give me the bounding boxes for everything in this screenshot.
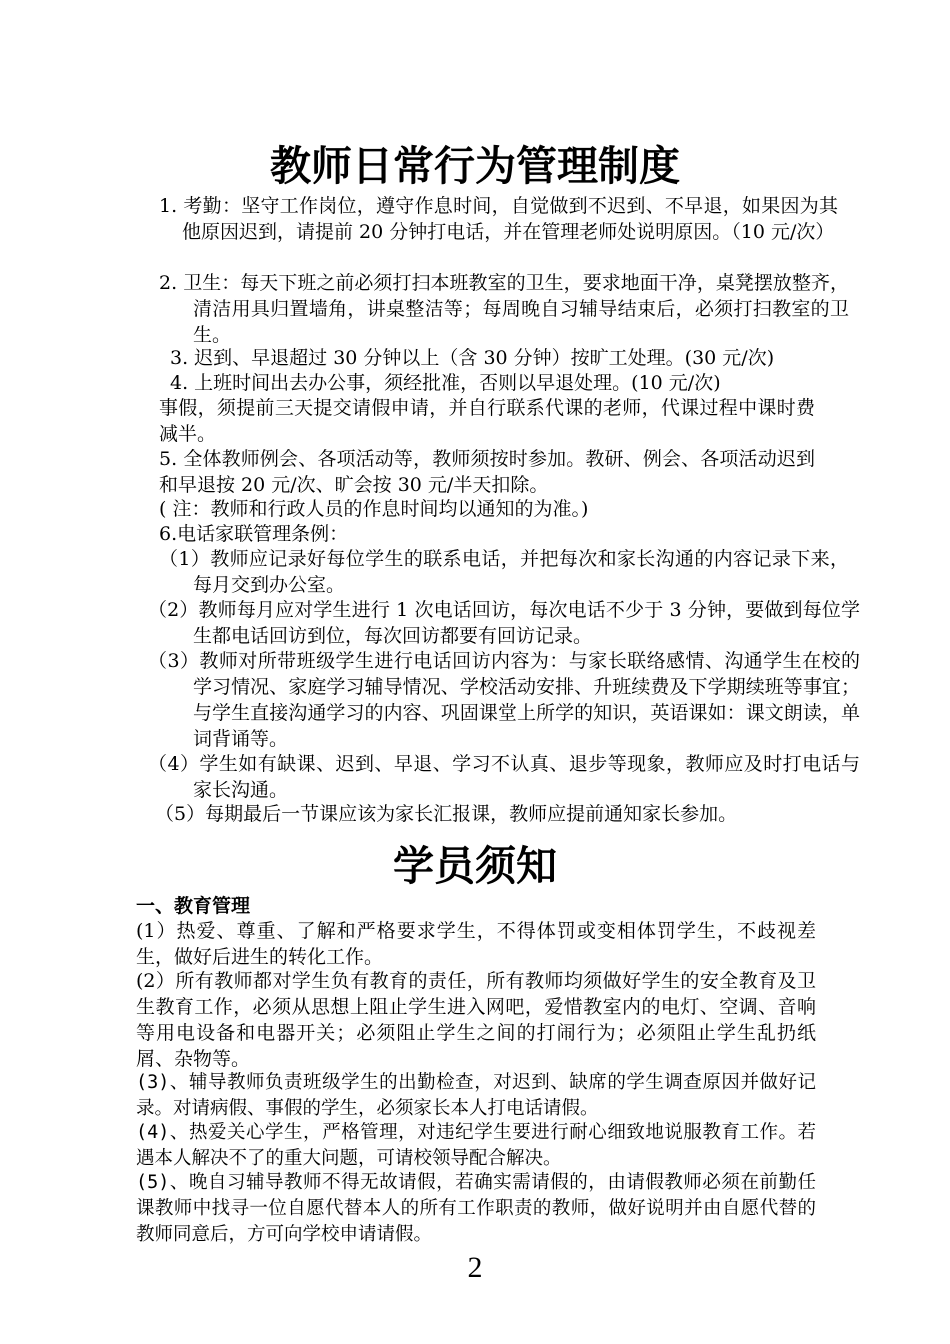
phone-rule-2: （2）教师每月应对学生进行 1 次电话回访，每次电话不少于 3 分钟，要做到每位学生都电话回访到位，每次回访都要有回访记录。 [148, 599, 860, 647]
rule-attendance: 1. 考勤：坚守工作岗位，遵守作息时间，自觉做到不迟到、不早退，如果因为其他原因迟到，请提前 20 分钟打电话，并在管理老师处说明原因。（10 元/次） [159, 195, 838, 243]
education-item-1: (1）热爱、尊重、了解和严格要求学生，不得体罚或变相体罚学生，不歧视差生，做好后进生的转化工作。 [136, 920, 816, 968]
education-item-2: (2）所有教师都对学生负有教育的责任，所有教师均须做好学生的安全教育及卫生教育工作，必须从思想上阻止学生进入网吧，爱惜教室内的电灯、空调、音响等用电设备和电器开关；必须阻止学生之间的打闹行为；必须阻止学生乱扔纸屑、杂物等。 [136, 970, 816, 1070]
section-heading-education: 一、教育管理 [136, 895, 251, 917]
main-title: 教师日常行为管理制度 [270, 142, 680, 190]
education-item-4: (4)、热爱关心学生，严格管理，对违纪学生要进行耐心细致地说服教育工作。若遇本人解决不了的重大问题，可请校领导配合解决。 [136, 1122, 816, 1169]
phone-rule-3: （3）教师对所带班级学生进行电话回访内容为：与家长联络感情、沟通学生在校的学习情况、家庭学习辅导情况、学校活动安排、升班续费及下学期续班等事宜；与学生直接沟通学习的内容、巩固课堂上所学的知识，英语课如：课文朗读，单词背诵等。 [148, 650, 860, 750]
education-item-3: (3)、辅导教师负责班级学生的出勤检查，对迟到、缺席的学生调查原因并做好记录。对请病假、事假的学生，必须家长本人打电话请假。 [136, 1072, 816, 1119]
page-number: 2 [467, 1251, 483, 1284]
second-title: 学员须知 [393, 842, 557, 890]
phone-rule-5: （5）每期最后一节课应该为家长汇报课，教师应提前通知家长参加。 [155, 803, 738, 825]
education-item-5: (5)、晚自习辅导教师不得无故请假，若确实需请假的，由请假教师必须在前勤任课教师中找寻一位自愿代替本人的所有工作职责的教师，做好说明并由自愿代替的教师同意后，方可向学校申请请假。 [136, 1172, 816, 1245]
rule-meetings: 5. 全体教师例会、各项活动等，教师须按时参加。教研、例会、各项活动迟到和早退按 20 元/次、旷会按 30 元/半天扣除。 [159, 448, 815, 496]
rule-official-business: 4. 上班时间出去办公事，须经批准，否则以早退处理。(10 元/次) [170, 372, 721, 394]
phone-rule-4: （4）学生如有缺课、迟到、早退、学习不认真、退步等现象，教师应及时打电话与家长沟通。 [148, 753, 860, 801]
rule-personal-leave: 事假，须提前三天提交请假申请，并自行联系代课的老师，代课过程中课时费减半。 [159, 397, 815, 445]
rule-hygiene: 2. 卫生：每天下班之前必须打扫本班教室的卫生，要求地面干净，桌凳摆放整齐，清洁用具归置墙角，讲桌整洁等；每周晚自习辅导结束后，必须打扫教室的卫生。 [159, 272, 849, 346]
rule-note: ( 注：教师和行政人员的作息时间均以通知的为准。) [159, 498, 589, 520]
rule-late-early: 3. 迟到、早退超过 30 分钟以上（含 30 分钟）按旷工处理。(30 元/次) [170, 347, 775, 369]
rule-phone-heading: 6.电话家联管理条例： [159, 523, 349, 545]
phone-rule-1: （1）教师应记录好每位学生的联系电话，并把每次和家长沟通的内容记录下来，每月交到办公室。 [159, 548, 849, 596]
